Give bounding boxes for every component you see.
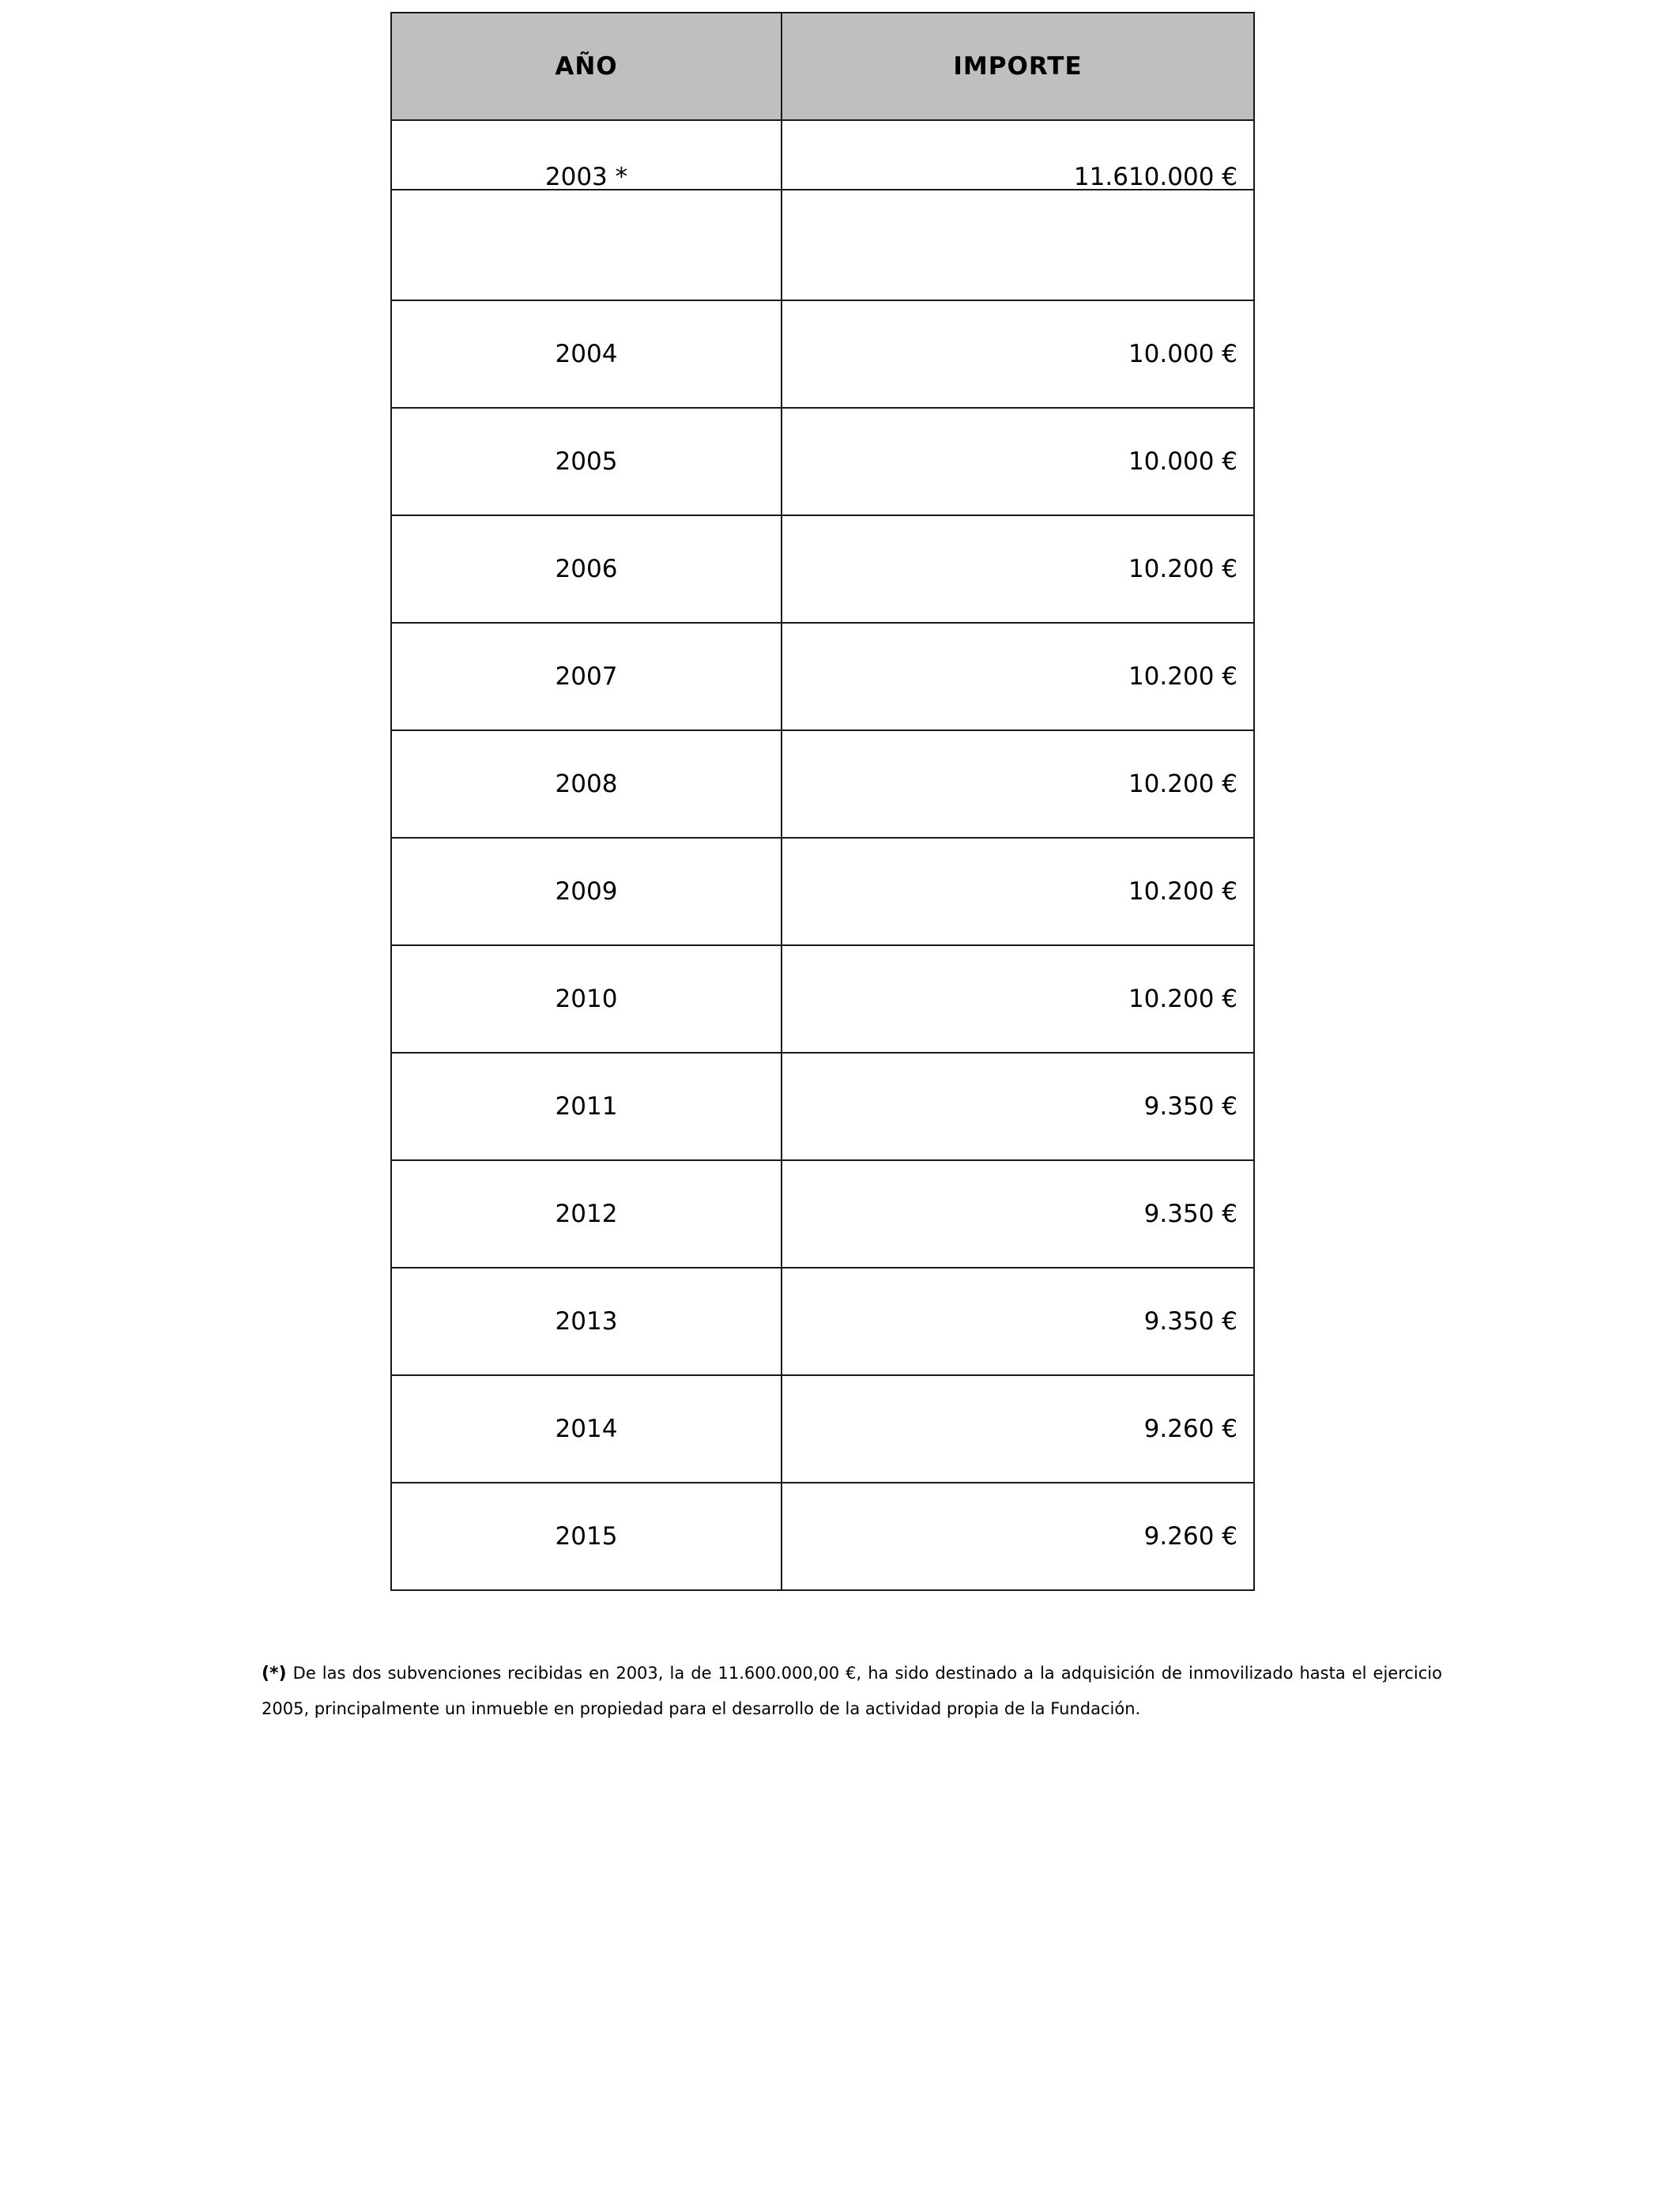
amount-cell: 10.000 € xyxy=(782,408,1254,515)
table-row-empty xyxy=(391,190,1254,300)
year-cell: 2015 xyxy=(391,1483,782,1590)
year-cell: 2012 xyxy=(391,1160,782,1268)
year-cell: 2006 xyxy=(391,515,782,623)
amount-cell: 10.200 € xyxy=(782,623,1254,730)
year-cell: 2008 xyxy=(391,730,782,838)
year-cell: 2003 * xyxy=(391,120,782,190)
year-cell: 2011 xyxy=(391,1053,782,1160)
amount-cell: 9.260 € xyxy=(782,1483,1254,1590)
subsidies-table xyxy=(390,12,1255,1591)
table-row xyxy=(391,300,1254,408)
year-cell: 2010 xyxy=(391,945,782,1053)
amount-cell: 10.200 € xyxy=(782,515,1254,623)
amount-cell: 10.200 € xyxy=(782,730,1254,838)
amount-cell: 11.610.000 € xyxy=(782,120,1254,190)
table-header-row xyxy=(391,13,1254,120)
table-row xyxy=(391,1483,1254,1590)
amount-cell: 9.260 € xyxy=(782,1375,1254,1483)
table-row xyxy=(391,1268,1254,1375)
header-amount: IMPORTE xyxy=(782,13,1254,120)
table-row xyxy=(391,730,1254,838)
year-cell: 2009 xyxy=(391,838,782,945)
table-row xyxy=(391,408,1254,515)
empty-cell xyxy=(782,190,1254,300)
year-cell: 2005 xyxy=(391,408,782,515)
amount-cell: 9.350 € xyxy=(782,1160,1254,1268)
table-row xyxy=(391,623,1254,730)
table-row xyxy=(391,838,1254,945)
amount-cell: 9.350 € xyxy=(782,1268,1254,1375)
year-cell: 2007 xyxy=(391,623,782,730)
empty-cell xyxy=(391,190,782,300)
header-year: AÑO xyxy=(391,13,782,120)
amount-cell: 10.200 € xyxy=(782,838,1254,945)
table-row xyxy=(391,945,1254,1053)
amount-cell: 10.200 € xyxy=(782,945,1254,1053)
footnote-text: De las dos subvenciones recibidas en 2003, la de 11.600.000,00 €, ha sido destinado a la adquisición de inmovilizado hasta el ejercicio 2005, principalmente un inmueble en propiedad para el desarrollo de la actividad propia de la Fundación. xyxy=(262,1664,1442,1718)
footnote-marker: (*) xyxy=(262,1664,287,1683)
year-cell: 2004 xyxy=(391,300,782,408)
table-row-2003 xyxy=(391,120,1254,190)
footnote xyxy=(262,1656,1442,1726)
amount-cell: 9.350 € xyxy=(782,1053,1254,1160)
year-cell: 2014 xyxy=(391,1375,782,1483)
year-cell: 2013 xyxy=(391,1268,782,1375)
table-row xyxy=(391,515,1254,623)
table-row xyxy=(391,1160,1254,1268)
table-row xyxy=(391,1375,1254,1483)
amount-cell: 10.000 € xyxy=(782,300,1254,408)
table-row xyxy=(391,1053,1254,1160)
